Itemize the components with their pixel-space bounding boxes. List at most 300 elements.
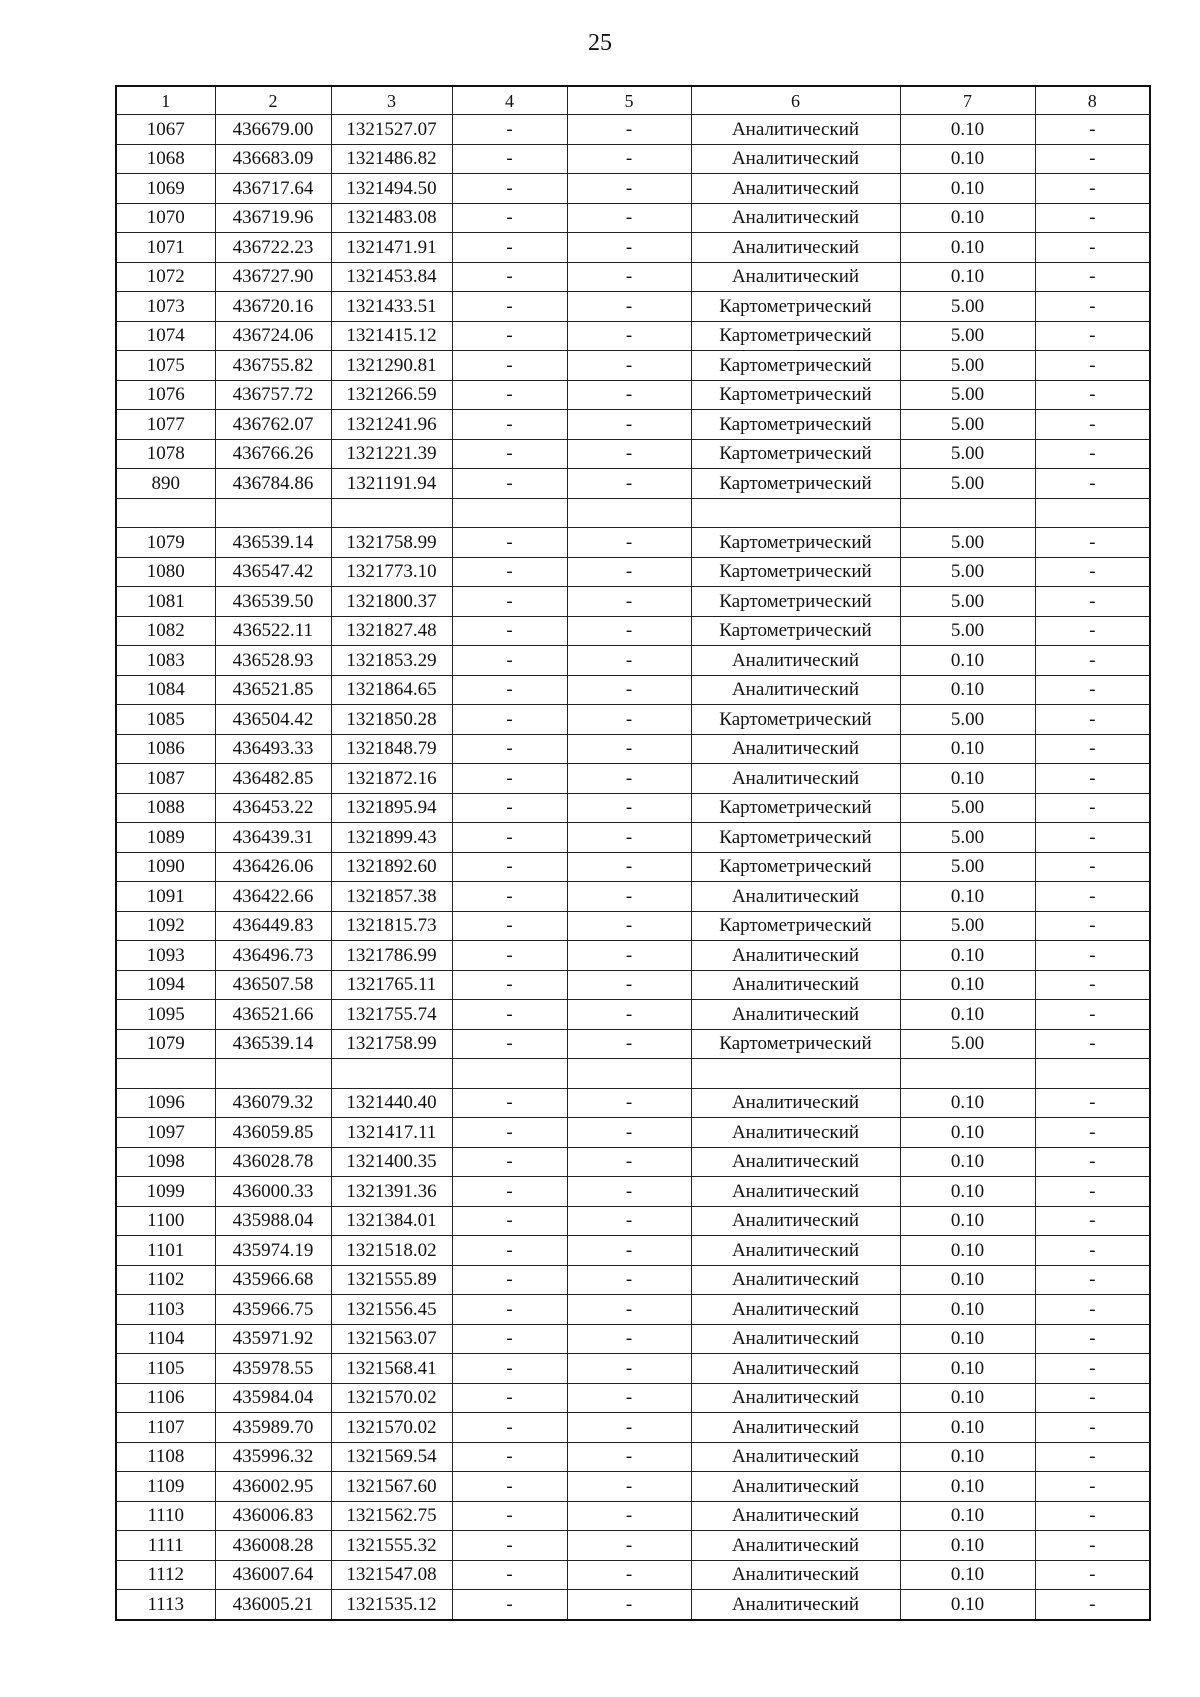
table-cell-col-8: - xyxy=(1035,115,1150,145)
table-cell-col-4: - xyxy=(452,852,567,882)
table-cell-col-5: - xyxy=(567,793,691,823)
table-row xyxy=(116,941,1150,971)
table-cell-col-6: Аналитический xyxy=(691,1236,900,1266)
table-row xyxy=(116,1088,1150,1118)
table-cell-col-6: Аналитический xyxy=(691,1472,900,1502)
table-cell-col-4: - xyxy=(452,646,567,676)
table-cell-col-4: - xyxy=(452,1295,567,1325)
table-cell-col-8 xyxy=(1035,1059,1150,1089)
column-header-8: 8 xyxy=(1035,86,1150,115)
table-cell-col-8: - xyxy=(1035,911,1150,941)
table-row xyxy=(116,1472,1150,1502)
table-cell-col-8: - xyxy=(1035,203,1150,233)
table-cell-col-3: 1321483.08 xyxy=(331,203,452,233)
table-cell-col-8: - xyxy=(1035,1265,1150,1295)
table-cell-col-2: 436482.85 xyxy=(215,764,331,794)
table-cell-col-6: Аналитический xyxy=(691,174,900,204)
table-cell-col-6: Картометрический xyxy=(691,1029,900,1059)
table-cell-col-3: 1321415.12 xyxy=(331,321,452,351)
table-cell-col-7: 0.10 xyxy=(900,1236,1035,1266)
table-cell-col-8: - xyxy=(1035,1383,1150,1413)
table-cell-col-7: 0.10 xyxy=(900,174,1035,204)
table-cell-col-2 xyxy=(215,498,331,528)
table-cell-col-6: Картометрический xyxy=(691,321,900,351)
table-cell-col-6: Аналитический xyxy=(691,1088,900,1118)
table-cell-col-2: 436000.33 xyxy=(215,1177,331,1207)
page-number: 25 xyxy=(588,30,612,56)
table-cell-col-8: - xyxy=(1035,823,1150,853)
table-row xyxy=(116,911,1150,941)
table-cell-col-8: - xyxy=(1035,646,1150,676)
table-cell-col-2: 436426.06 xyxy=(215,852,331,882)
table-row xyxy=(116,557,1150,587)
table-cell-col-1: 1072 xyxy=(116,262,215,292)
table-cell-col-2: 435971.92 xyxy=(215,1324,331,1354)
table-row xyxy=(116,410,1150,440)
table-cell-col-3: 1321555.89 xyxy=(331,1265,452,1295)
table-cell-col-1: 1092 xyxy=(116,911,215,941)
table-row xyxy=(116,1206,1150,1236)
table-cell-col-8: - xyxy=(1035,351,1150,381)
table-cell-col-5: - xyxy=(567,646,691,676)
table-cell-col-2: 436493.33 xyxy=(215,734,331,764)
table-cell-col-5: - xyxy=(567,1000,691,1030)
table-cell-col-6: Аналитический xyxy=(691,1501,900,1531)
table-cell-col-5: - xyxy=(567,1413,691,1443)
table-cell-col-7: 0.10 xyxy=(900,882,1035,912)
table-cell-col-4: - xyxy=(452,410,567,440)
table-row xyxy=(116,764,1150,794)
table-cell-col-2: 435996.32 xyxy=(215,1442,331,1472)
table-cell-col-6: Аналитический xyxy=(691,262,900,292)
table-cell-col-4: - xyxy=(452,557,567,587)
table-cell-col-2: 436722.23 xyxy=(215,233,331,263)
table-cell-col-5: - xyxy=(567,1501,691,1531)
table-row xyxy=(116,439,1150,469)
table-cell-col-4: - xyxy=(452,1236,567,1266)
table-cell-col-7: 0.10 xyxy=(900,233,1035,263)
table-cell-col-3: 1321800.37 xyxy=(331,587,452,617)
table-cell-col-7: 5.00 xyxy=(900,557,1035,587)
table-row xyxy=(116,616,1150,646)
table-cell-col-6: Картометрический xyxy=(691,292,900,322)
table-cell-col-7: 5.00 xyxy=(900,351,1035,381)
table-cell-col-2: 436539.14 xyxy=(215,528,331,558)
table-cell-col-8: - xyxy=(1035,1324,1150,1354)
table-cell-col-1: 1103 xyxy=(116,1295,215,1325)
table-cell-col-7: 0.10 xyxy=(900,1472,1035,1502)
column-header-5: 5 xyxy=(567,86,691,115)
table-cell-col-7: 0.10 xyxy=(900,1590,1035,1620)
table-cell-col-3: 1321241.96 xyxy=(331,410,452,440)
table-cell-col-4 xyxy=(452,498,567,528)
table-cell-col-4: - xyxy=(452,1088,567,1118)
table-cell-col-1: 1096 xyxy=(116,1088,215,1118)
table-cell-col-8: - xyxy=(1035,1531,1150,1561)
table-cell-col-4: - xyxy=(452,1472,567,1502)
table-cell-col-5: - xyxy=(567,1354,691,1384)
table-cell-col-5: - xyxy=(567,764,691,794)
table-cell-col-3: 1321758.99 xyxy=(331,1029,452,1059)
table-cell-col-1: 1101 xyxy=(116,1236,215,1266)
table-cell-col-3: 1321755.74 xyxy=(331,1000,452,1030)
table-cell-col-8: - xyxy=(1035,1000,1150,1030)
table-cell-col-3: 1321290.81 xyxy=(331,351,452,381)
table-row xyxy=(116,528,1150,558)
table-cell-col-2: 436724.06 xyxy=(215,321,331,351)
table-cell-col-4: - xyxy=(452,351,567,381)
table-cell-col-5: - xyxy=(567,970,691,1000)
table-cell-col-8: - xyxy=(1035,970,1150,1000)
table-cell-col-3: 1321191.94 xyxy=(331,469,452,499)
table-cell-col-2: 436766.26 xyxy=(215,439,331,469)
table-cell-col-2: 436755.82 xyxy=(215,351,331,381)
table-cell-col-6: Картометрический xyxy=(691,410,900,440)
table-cell-col-3: 1321384.01 xyxy=(331,1206,452,1236)
table-cell-col-3: 1321471.91 xyxy=(331,233,452,263)
table-cell-col-3: 1321221.39 xyxy=(331,439,452,469)
table-cell-col-5: - xyxy=(567,823,691,853)
table-row xyxy=(116,587,1150,617)
table-row xyxy=(116,646,1150,676)
table-cell-col-7: 0.10 xyxy=(900,1354,1035,1384)
table-row xyxy=(116,262,1150,292)
table-cell-col-5: - xyxy=(567,380,691,410)
table-cell-col-5: - xyxy=(567,351,691,381)
table-cell-col-7: 5.00 xyxy=(900,705,1035,735)
table-cell-col-7: 5.00 xyxy=(900,852,1035,882)
table-row xyxy=(116,115,1150,145)
table-cell-col-7: 5.00 xyxy=(900,1029,1035,1059)
table-cell-col-3: 1321391.36 xyxy=(331,1177,452,1207)
table-row xyxy=(116,233,1150,263)
table-cell-col-1: 890 xyxy=(116,469,215,499)
table-cell-col-3: 1321786.99 xyxy=(331,941,452,971)
table-row xyxy=(116,1501,1150,1531)
table-cell-col-3: 1321433.51 xyxy=(331,292,452,322)
table-cell-col-8: - xyxy=(1035,292,1150,322)
table-cell-col-2: 436720.16 xyxy=(215,292,331,322)
table-cell-col-5 xyxy=(567,1059,691,1089)
table-cell-col-5: - xyxy=(567,1590,691,1620)
table-cell-col-8: - xyxy=(1035,321,1150,351)
table-cell-col-2: 436521.85 xyxy=(215,675,331,705)
table-cell-col-1: 1111 xyxy=(116,1531,215,1561)
table-cell-col-6: Картометрический xyxy=(691,557,900,587)
table-cell-col-1: 1094 xyxy=(116,970,215,1000)
table-cell-col-2: 436449.83 xyxy=(215,911,331,941)
table-cell-col-5: - xyxy=(567,675,691,705)
table-cell-col-8: - xyxy=(1035,616,1150,646)
table-cell-col-7: 0.10 xyxy=(900,1501,1035,1531)
table-cell-col-5: - xyxy=(567,1206,691,1236)
table-cell-col-1: 1080 xyxy=(116,557,215,587)
table-cell-col-4: - xyxy=(452,115,567,145)
table-cell-col-4: - xyxy=(452,292,567,322)
table-cell-col-8: - xyxy=(1035,1177,1150,1207)
table-cell-col-1: 1075 xyxy=(116,351,215,381)
table-cell-col-7: 5.00 xyxy=(900,616,1035,646)
table-cell-col-4: - xyxy=(452,970,567,1000)
table-cell-col-4: - xyxy=(452,1177,567,1207)
table-cell-col-7: 0.10 xyxy=(900,941,1035,971)
table-cell-col-6: Картометрический xyxy=(691,439,900,469)
table-cell-col-6: Аналитический xyxy=(691,1324,900,1354)
table-cell-col-8: - xyxy=(1035,380,1150,410)
table-cell-col-2: 436784.86 xyxy=(215,469,331,499)
table-cell-col-4: - xyxy=(452,1265,567,1295)
table-cell-col-6: Аналитический xyxy=(691,203,900,233)
table-cell-col-5: - xyxy=(567,469,691,499)
table-cell-col-2: 436757.72 xyxy=(215,380,331,410)
table-cell-col-1: 1069 xyxy=(116,174,215,204)
table-row xyxy=(116,734,1150,764)
table-cell-col-2: 436717.64 xyxy=(215,174,331,204)
table-cell-col-7: 0.10 xyxy=(900,1324,1035,1354)
table-cell-col-4: - xyxy=(452,1147,567,1177)
table-cell-col-2: 435984.04 xyxy=(215,1383,331,1413)
table-row xyxy=(116,351,1150,381)
table-cell-col-4: - xyxy=(452,380,567,410)
table-cell-col-3: 1321440.40 xyxy=(331,1088,452,1118)
table-cell-col-7: 0.10 xyxy=(900,1560,1035,1590)
table-cell-col-5: - xyxy=(567,1531,691,1561)
table-cell-col-8: - xyxy=(1035,528,1150,558)
table-cell-col-1: 1068 xyxy=(116,144,215,174)
coordinates-table xyxy=(115,85,1151,1621)
table-cell-col-8: - xyxy=(1035,1442,1150,1472)
table-row xyxy=(116,1147,1150,1177)
table-cell-col-7: 5.00 xyxy=(900,911,1035,941)
table-cell-col-7: 5.00 xyxy=(900,439,1035,469)
table-cell-col-5: - xyxy=(567,1147,691,1177)
table-cell-col-2: 436679.00 xyxy=(215,115,331,145)
table-cell-col-5: - xyxy=(567,1383,691,1413)
table-cell-col-4: - xyxy=(452,1118,567,1148)
table-cell-col-8: - xyxy=(1035,1560,1150,1590)
table-cell-col-5: - xyxy=(567,203,691,233)
table-cell-col-2 xyxy=(215,1059,331,1089)
table-cell-col-3: 1321400.35 xyxy=(331,1147,452,1177)
table-cell-col-2: 436422.66 xyxy=(215,882,331,912)
table-cell-col-2: 436005.21 xyxy=(215,1590,331,1620)
table-cell-col-1: 1082 xyxy=(116,616,215,646)
table-cell-col-6: Аналитический xyxy=(691,1265,900,1295)
table-row xyxy=(116,1531,1150,1561)
table-cell-col-7: 5.00 xyxy=(900,528,1035,558)
table-cell-col-4: - xyxy=(452,675,567,705)
table-cell-col-7: 0.10 xyxy=(900,1531,1035,1561)
table-cell-col-5: - xyxy=(567,1472,691,1502)
table-cell-col-8: - xyxy=(1035,439,1150,469)
table-cell-col-5: - xyxy=(567,439,691,469)
table-cell-col-6: Аналитический xyxy=(691,675,900,705)
table-cell-col-4: - xyxy=(452,616,567,646)
table-cell-col-6: Аналитический xyxy=(691,1590,900,1620)
column-header-3: 3 xyxy=(331,86,452,115)
table-cell-col-1: 1113 xyxy=(116,1590,215,1620)
table-cell-col-4: - xyxy=(452,882,567,912)
table-cell-col-5: - xyxy=(567,734,691,764)
table-cell-col-8: - xyxy=(1035,1472,1150,1502)
table-cell-col-2: 436008.28 xyxy=(215,1531,331,1561)
table-cell-col-3: 1321535.12 xyxy=(331,1590,452,1620)
table-cell-col-1: 1108 xyxy=(116,1442,215,1472)
table-cell-col-7: 5.00 xyxy=(900,793,1035,823)
table-cell-col-7: 0.10 xyxy=(900,734,1035,764)
table-cell-col-6: Картометрический xyxy=(691,705,900,735)
table-cell-col-7: 0.10 xyxy=(900,764,1035,794)
table-cell-col-4: - xyxy=(452,262,567,292)
table-row xyxy=(116,1029,1150,1059)
table-cell-col-4: - xyxy=(452,321,567,351)
table-cell-col-5: - xyxy=(567,144,691,174)
table-cell-col-6: Аналитический xyxy=(691,734,900,764)
table-cell-col-8: - xyxy=(1035,1029,1150,1059)
table-cell-col-8: - xyxy=(1035,793,1150,823)
table-cell-col-7 xyxy=(900,1059,1035,1089)
table-cell-col-1: 1083 xyxy=(116,646,215,676)
table-cell-col-8: - xyxy=(1035,1295,1150,1325)
table-cell-col-7: 0.10 xyxy=(900,1000,1035,1030)
table-cell-col-8: - xyxy=(1035,1354,1150,1384)
table-cell-col-2: 436079.32 xyxy=(215,1088,331,1118)
column-header-1: 1 xyxy=(116,86,215,115)
table-cell-col-7: 0.10 xyxy=(900,1206,1035,1236)
table-cell-col-2: 436504.42 xyxy=(215,705,331,735)
table-cell-col-8: - xyxy=(1035,1088,1150,1118)
table-cell-col-7: 0.10 xyxy=(900,1177,1035,1207)
table-cell-col-4: - xyxy=(452,911,567,941)
table-cell-col-7: 0.10 xyxy=(900,1413,1035,1443)
table-cell-col-4: - xyxy=(452,587,567,617)
table-row xyxy=(116,852,1150,882)
table-cell-col-4: - xyxy=(452,705,567,735)
table-cell-col-2: 436683.09 xyxy=(215,144,331,174)
table-cell-col-5: - xyxy=(567,587,691,617)
table-cell-col-4: - xyxy=(452,203,567,233)
table-cell-col-1 xyxy=(116,498,215,528)
table-cell-col-1: 1090 xyxy=(116,852,215,882)
table-cell-col-8: - xyxy=(1035,469,1150,499)
table-cell-col-5 xyxy=(567,498,691,528)
table-cell-col-7: 5.00 xyxy=(900,469,1035,499)
table-cell-col-7: 5.00 xyxy=(900,823,1035,853)
table-cell-col-5: - xyxy=(567,882,691,912)
table-cell-col-3: 1321570.02 xyxy=(331,1383,452,1413)
table-cell-col-1: 1087 xyxy=(116,764,215,794)
table-cell-col-1: 1098 xyxy=(116,1147,215,1177)
table-cell-col-3: 1321765.11 xyxy=(331,970,452,1000)
table-cell-col-4: - xyxy=(452,1000,567,1030)
table-cell-col-2: 436453.22 xyxy=(215,793,331,823)
table-cell-col-1: 1073 xyxy=(116,292,215,322)
table-cell-col-6: Аналитический xyxy=(691,1354,900,1384)
table-cell-col-8: - xyxy=(1035,705,1150,735)
table-row xyxy=(116,1383,1150,1413)
table-cell-col-4: - xyxy=(452,1029,567,1059)
table-row xyxy=(116,1442,1150,1472)
table-cell-col-1: 1081 xyxy=(116,587,215,617)
table-cell-col-2: 436521.66 xyxy=(215,1000,331,1030)
table-row xyxy=(116,823,1150,853)
table-cell-col-4: - xyxy=(452,764,567,794)
table-cell-col-7: 0.10 xyxy=(900,1295,1035,1325)
table-cell-col-4: - xyxy=(452,1206,567,1236)
table-cell-col-8: - xyxy=(1035,1590,1150,1620)
table-cell-col-3: 1321853.29 xyxy=(331,646,452,676)
table-cell-col-3: 1321556.45 xyxy=(331,1295,452,1325)
table-cell-col-3: 1321568.41 xyxy=(331,1354,452,1384)
table-cell-col-4: - xyxy=(452,439,567,469)
table-cell-col-7: 0.10 xyxy=(900,1118,1035,1148)
table-cell-col-5: - xyxy=(567,1560,691,1590)
table-cell-col-5: - xyxy=(567,262,691,292)
table-cell-col-5: - xyxy=(567,321,691,351)
table-cell-col-6: Аналитический xyxy=(691,233,900,263)
table-cell-col-3: 1321899.43 xyxy=(331,823,452,853)
table-cell-col-1 xyxy=(116,1059,215,1089)
table-cell-col-4: - xyxy=(452,823,567,853)
table-cell-col-7: 0.10 xyxy=(900,203,1035,233)
table-cell-col-1: 1074 xyxy=(116,321,215,351)
table-cell-col-6: Аналитический xyxy=(691,941,900,971)
table-row xyxy=(116,1560,1150,1590)
table-cell-col-2: 436547.42 xyxy=(215,557,331,587)
table-row xyxy=(116,1236,1150,1266)
table-cell-col-6: Аналитический xyxy=(691,1531,900,1561)
table-row xyxy=(116,705,1150,735)
table-cell-col-5: - xyxy=(567,1118,691,1148)
table-row xyxy=(116,882,1150,912)
table-cell-col-7: 0.10 xyxy=(900,1265,1035,1295)
table-cell-col-4: - xyxy=(452,734,567,764)
table-row xyxy=(116,1295,1150,1325)
table-cell-col-1: 1104 xyxy=(116,1324,215,1354)
table-cell-col-5: - xyxy=(567,1324,691,1354)
table-cell-col-6: Аналитический xyxy=(691,1413,900,1443)
table-row xyxy=(116,292,1150,322)
table-cell-col-3: 1321266.59 xyxy=(331,380,452,410)
table-cell-col-8: - xyxy=(1035,1236,1150,1266)
table-cell-col-6: Картометрический xyxy=(691,823,900,853)
table-cell-col-7: 5.00 xyxy=(900,587,1035,617)
table-row xyxy=(116,174,1150,204)
table-body xyxy=(116,115,1150,1620)
table-cell-col-3: 1321857.38 xyxy=(331,882,452,912)
table-cell-col-5: - xyxy=(567,233,691,263)
table-cell-col-2: 436006.83 xyxy=(215,1501,331,1531)
table-cell-col-3: 1321758.99 xyxy=(331,528,452,558)
table-cell-col-3: 1321494.50 xyxy=(331,174,452,204)
table-header-row xyxy=(116,86,1150,115)
table-cell-col-8: - xyxy=(1035,174,1150,204)
table-cell-col-7: 0.10 xyxy=(900,1088,1035,1118)
table-cell-col-3: 1321453.84 xyxy=(331,262,452,292)
column-header-6: 6 xyxy=(691,86,900,115)
table-cell-col-4 xyxy=(452,1059,567,1089)
table-cell-col-5: - xyxy=(567,1265,691,1295)
column-header-2: 2 xyxy=(215,86,331,115)
table-cell-col-4: - xyxy=(452,1531,567,1561)
table-cell-col-6: Аналитический xyxy=(691,1118,900,1148)
column-header-4: 4 xyxy=(452,86,567,115)
table-cell-col-5: - xyxy=(567,705,691,735)
table-cell-col-8: - xyxy=(1035,557,1150,587)
table-cell-col-4: - xyxy=(452,1442,567,1472)
table-cell-col-6: Картометрический xyxy=(691,380,900,410)
column-header-7: 7 xyxy=(900,86,1035,115)
